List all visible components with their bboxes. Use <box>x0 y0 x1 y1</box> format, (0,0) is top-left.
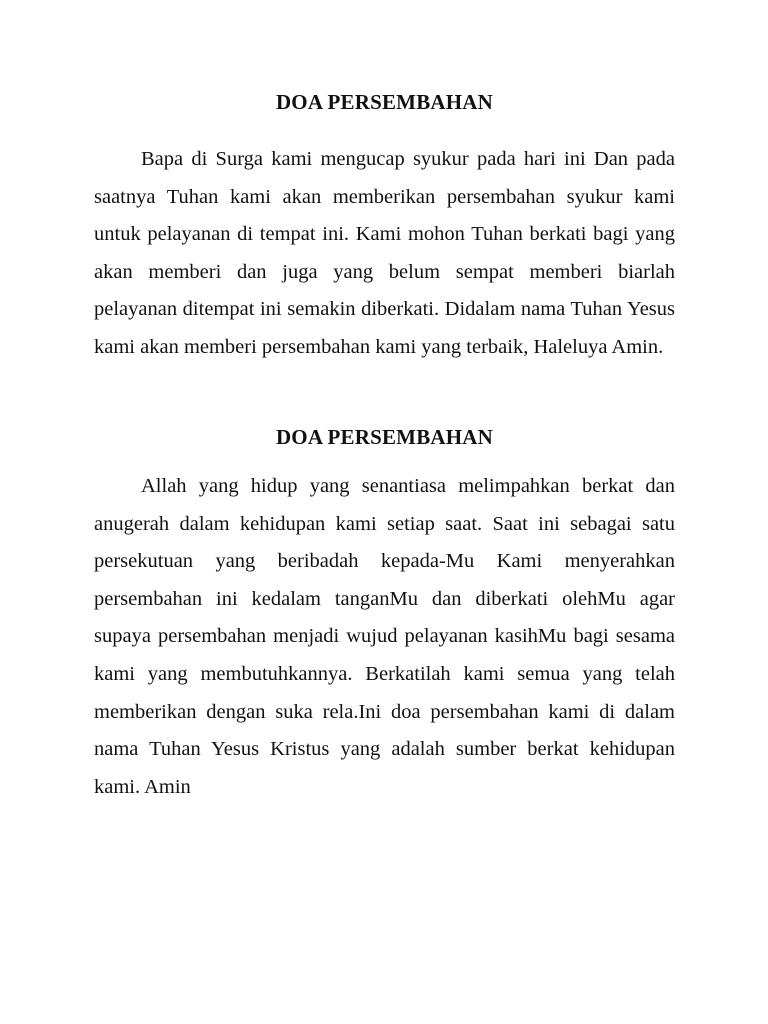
prayer-paragraph: Bapa di Surga kami mengucap syukur pada hari ini Dan pada saatnya Tuhan kami akan memberikan persembahan syukur kami untuk pelayanan di tempat ini. Kami mohon Tuhan berkati bagi yang akan memberi dan juga yang belum sempat memberi biarlah pelayanan ditempat ini semakin diberkati. Didalam nama Tuhan Yesus kami akan memberi persembahan kami yang terbaik, Haleluya Amin. <box>94 148 675 358</box>
prayer-paragraph: Allah yang hidup yang senantiasa melimpahkan berkat dan anugerah dalam kehidupan kami setiap saat. Saat ini sebagai satu persekutuan yang beribadah kepada-Mu Kami menyerahkan persembahan ini kedalam tanganMu dan diberkati olehMu agar supaya persembahan menjadi wujud pelayanan kasihMu bagi sesama kami yang membutuhkannya. Berkatilah kami semua yang telah memberikan dengan suka rela.Ini doa persembahan kami di dalam nama Tuhan Yesus Kristus yang adalah sumber berkat kehidupan kami. Amin <box>94 475 675 798</box>
section-heading: DOA PERSEMBAHAN <box>275 90 494 114</box>
section-heading: DOA PERSEMBAHAN <box>275 425 494 449</box>
prayer-section-2 <box>94 423 675 806</box>
prayer-section-1 <box>94 88 675 366</box>
